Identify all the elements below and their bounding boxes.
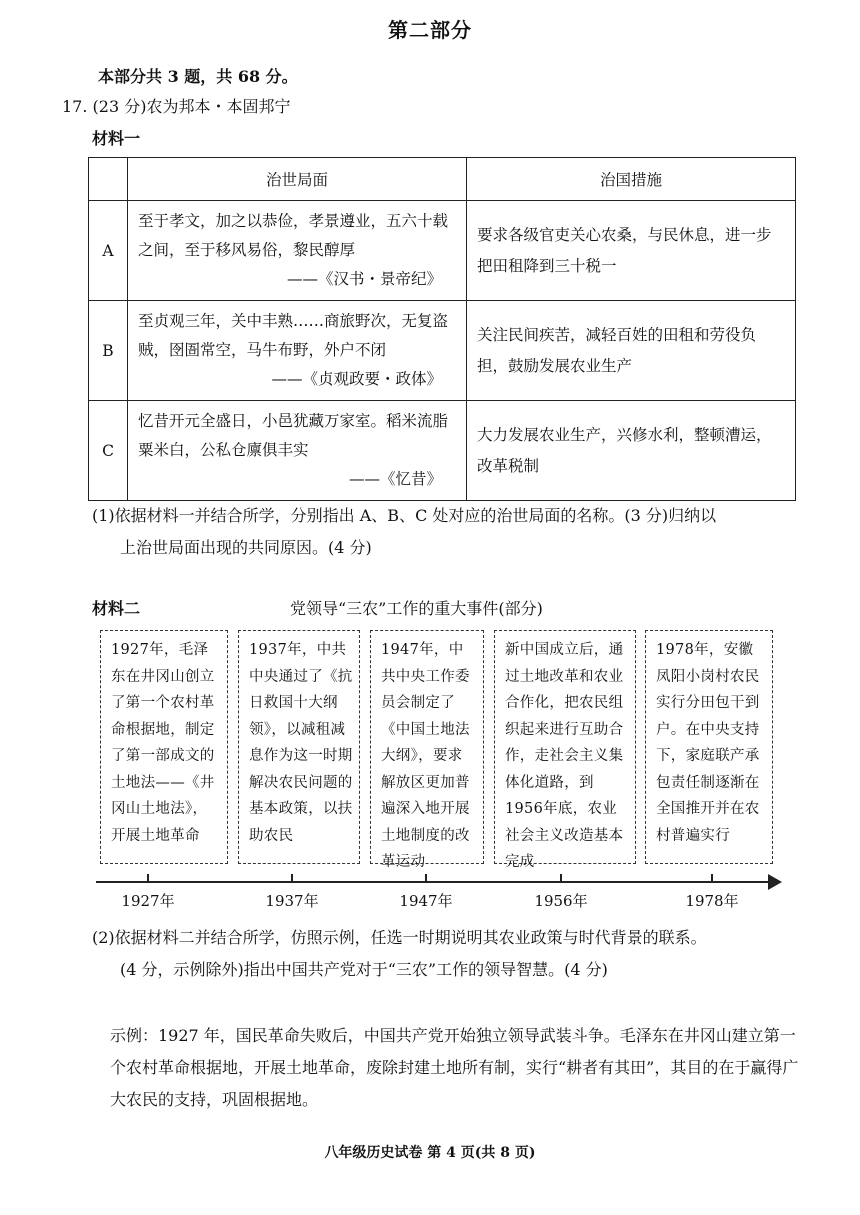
measure-cell: 大力发展农业生产，兴修水利，整顿漕运，改革税制 <box>467 401 796 501</box>
table-header-measure: 治国措施 <box>467 158 796 201</box>
question-17-heading: 17. (23 分)农为邦本・本固邦宁 <box>62 97 291 116</box>
table-row <box>89 401 796 501</box>
scene-cell <box>128 301 467 401</box>
scene-cell <box>128 401 467 501</box>
timeline-year: 1956年 <box>534 892 588 910</box>
question-2-line-2: (4 分，示例除外)指出中国共产党对于“三农”工作的领导智慧。(4 分) <box>120 960 608 979</box>
event-box: 1978年，安徽凤阳小岗村农民实行分田包干到户。在中央支持下，家庭联产承包责任制逐渐在全国推开并在农村普遍实行 <box>645 630 773 864</box>
measure-cell: 关注民间疾苦，减轻百姓的田租和劳役负担，鼓励发展农业生产 <box>467 301 796 401</box>
timeline-year: 1937年 <box>265 892 319 910</box>
timeline-year: 1927年 <box>121 892 175 910</box>
question-2 <box>92 922 822 986</box>
table-row <box>89 301 796 401</box>
question-1-line-2: 上治世局面出现的共同原因。(4 分) <box>120 538 372 557</box>
event-box: 1927年，毛泽东在井冈山创立了第一个农村革命根据地，制定了第一部成文的土地法——《井冈山土地法》，开展土地革命 <box>100 630 228 864</box>
timeline-year: 1978年 <box>685 892 739 910</box>
scene-cell <box>128 201 467 301</box>
timeline-tick <box>711 874 713 882</box>
question-2-line-1: (2)依据材料二并结合所学，仿照示例，任选一时期说明其农业政策与时代背景的联系。 <box>92 928 707 947</box>
section-intro: 本部分共 3 题，共 68 分。 <box>98 67 298 86</box>
row-label: C <box>89 401 128 501</box>
page-footer: 八年级历史试卷 第 4 页(共 8 页) <box>324 1145 536 1161</box>
scene-text: 忆昔开元全盛日，小邑犹藏万家室。稻米流脂粟米白，公私仓廪俱丰实 <box>138 412 449 459</box>
scene-text: 至于孝文，加之以恭俭，孝景遵业，五六十载之间，至于移风易俗，黎民醇厚 <box>138 212 449 259</box>
timeline-year: 1947年 <box>399 892 453 910</box>
material-1-table <box>88 157 796 501</box>
table-header-scene: 治世局面 <box>128 158 467 201</box>
timeline-arrow-icon <box>768 874 782 890</box>
material-1-label: 材料一 <box>92 129 141 148</box>
scene-source: ——《汉书・景帝纪》 <box>286 270 442 288</box>
event-box: 1947年，中共中央工作委员会制定了《中国土地法大纲》，要求解放区更加普遍深入地开展土地制度的改革运动 <box>370 630 484 864</box>
measure-cell: 要求各级官吏关心农桑，与民休息，进一步把田租降到三十税一 <box>467 201 796 301</box>
question-1 <box>92 500 802 564</box>
timeline-tick <box>560 874 562 882</box>
table-corner-cell <box>89 158 128 201</box>
scene-source: ——《忆昔》 <box>348 470 442 488</box>
question-1-line-1: (1)依据材料一并结合所学，分别指出 A、B、C 处对应的治世局面的名称。(3 分)归纳以 <box>92 506 717 525</box>
table-row <box>89 201 796 301</box>
scene-text: 至贞观三年，关中丰熟……商旅野次，无复盗贼，囹圄常空，马牛布野，外户不闭 <box>138 312 449 359</box>
row-label: B <box>89 301 128 401</box>
material-2-label: 材料二 <box>92 599 141 618</box>
timeline-axis <box>96 881 772 883</box>
timeline-tick <box>425 874 427 882</box>
example-text: 示例：1927 年，国民革命失败后，中国共产党开始独立领导武装斗争。毛泽东在井冈山建立第一个农村革命根据地，开展土地革命，废除封建土地所有制，实行“耕者有其田”，其目的在于赢得广大农民的支持，巩固根据地。 <box>110 1026 799 1109</box>
material-2-title: 党领导“三农”工作的重大事件(部分) <box>290 599 543 618</box>
row-label: A <box>89 201 128 301</box>
timeline-tick <box>291 874 293 882</box>
section-title: 第二部分 <box>388 18 472 42</box>
event-box: 1937年，中共中央通过了《抗日救国十大纲领》，以减租减息作为这一时期解决农民问题的基本政策，以扶助农民 <box>238 630 360 864</box>
scene-source: ——《贞观政要・政体》 <box>271 370 442 388</box>
event-box: 新中国成立后，通过土地改革和农业合作化，把农民组织起来进行互助合作，走社会主义集体化道路，到1956年底，农业社会主义改造基本完成 <box>494 630 636 864</box>
timeline-tick <box>147 874 149 882</box>
